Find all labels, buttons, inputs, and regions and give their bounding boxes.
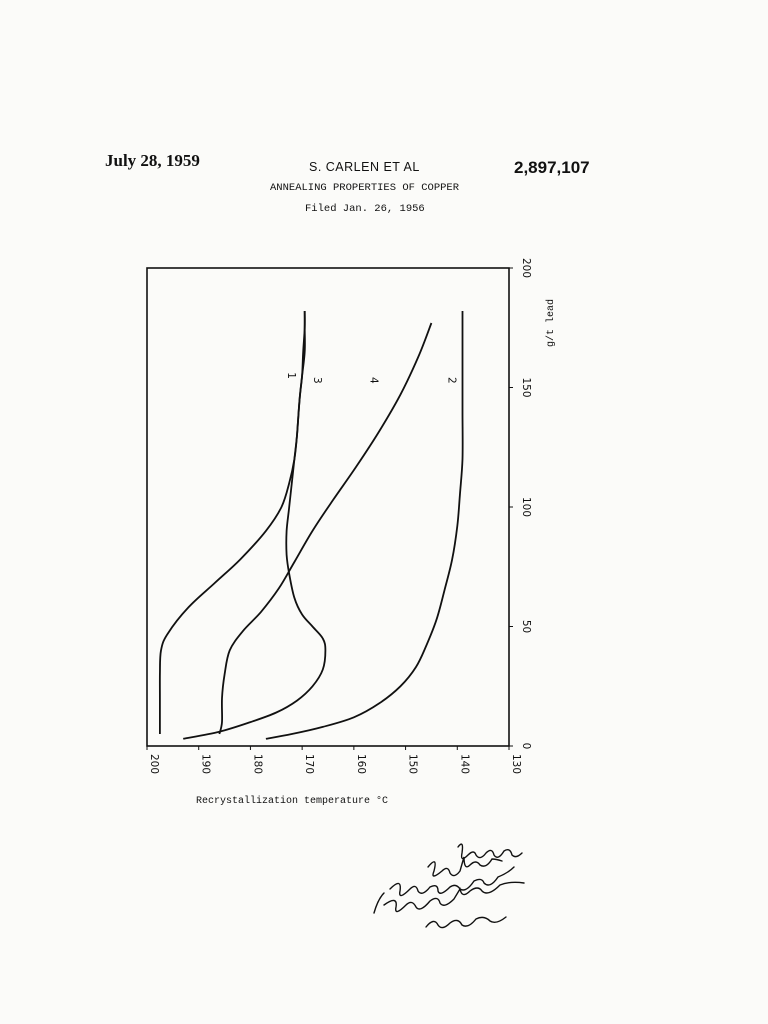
x-axis: [147, 746, 522, 774]
x-axis-label: Recrystallization temperature °C: [196, 796, 389, 807]
curve-label-4: 4: [367, 376, 380, 384]
x-tick-label: 170: [303, 753, 316, 775]
y-tick-label: 150: [520, 377, 532, 398]
x-tick-label: 160: [354, 753, 367, 775]
curve-3: [183, 311, 325, 739]
x-tick-label: 150: [406, 753, 419, 775]
curves: [160, 311, 463, 739]
curve-label-2: 2: [445, 376, 458, 384]
filed-date: Filed Jan. 26, 1956: [305, 203, 425, 215]
patent-date: July 28, 1959: [105, 151, 200, 170]
y-tick-label: 50: [520, 619, 532, 634]
y-axis-label: g/t lead: [546, 298, 557, 348]
curve-1: [160, 311, 305, 734]
y-tick-label: 0: [520, 742, 532, 750]
inventor-signatures: [360, 835, 580, 930]
x-tick-label: 180: [251, 753, 264, 775]
x-tick-label: 140: [458, 753, 471, 775]
curve-label-3: 3: [310, 376, 323, 384]
patent-number: 2,897,107: [514, 158, 590, 177]
inventor-name: S. CARLEN ET AL: [309, 160, 420, 174]
x-tick-label: 130: [510, 753, 522, 775]
y-tick-label: 100: [520, 496, 532, 518]
x-tick-label: 190: [199, 753, 212, 775]
patent-title: ANNEALING PROPERTIES OF COPPER: [270, 182, 460, 194]
y-axis: [509, 258, 532, 749]
curve-label-1: 1: [284, 372, 297, 379]
x-tick-label: 200: [148, 753, 160, 775]
curve-4: [219, 323, 431, 734]
y-tick-label: 200: [520, 257, 532, 279]
